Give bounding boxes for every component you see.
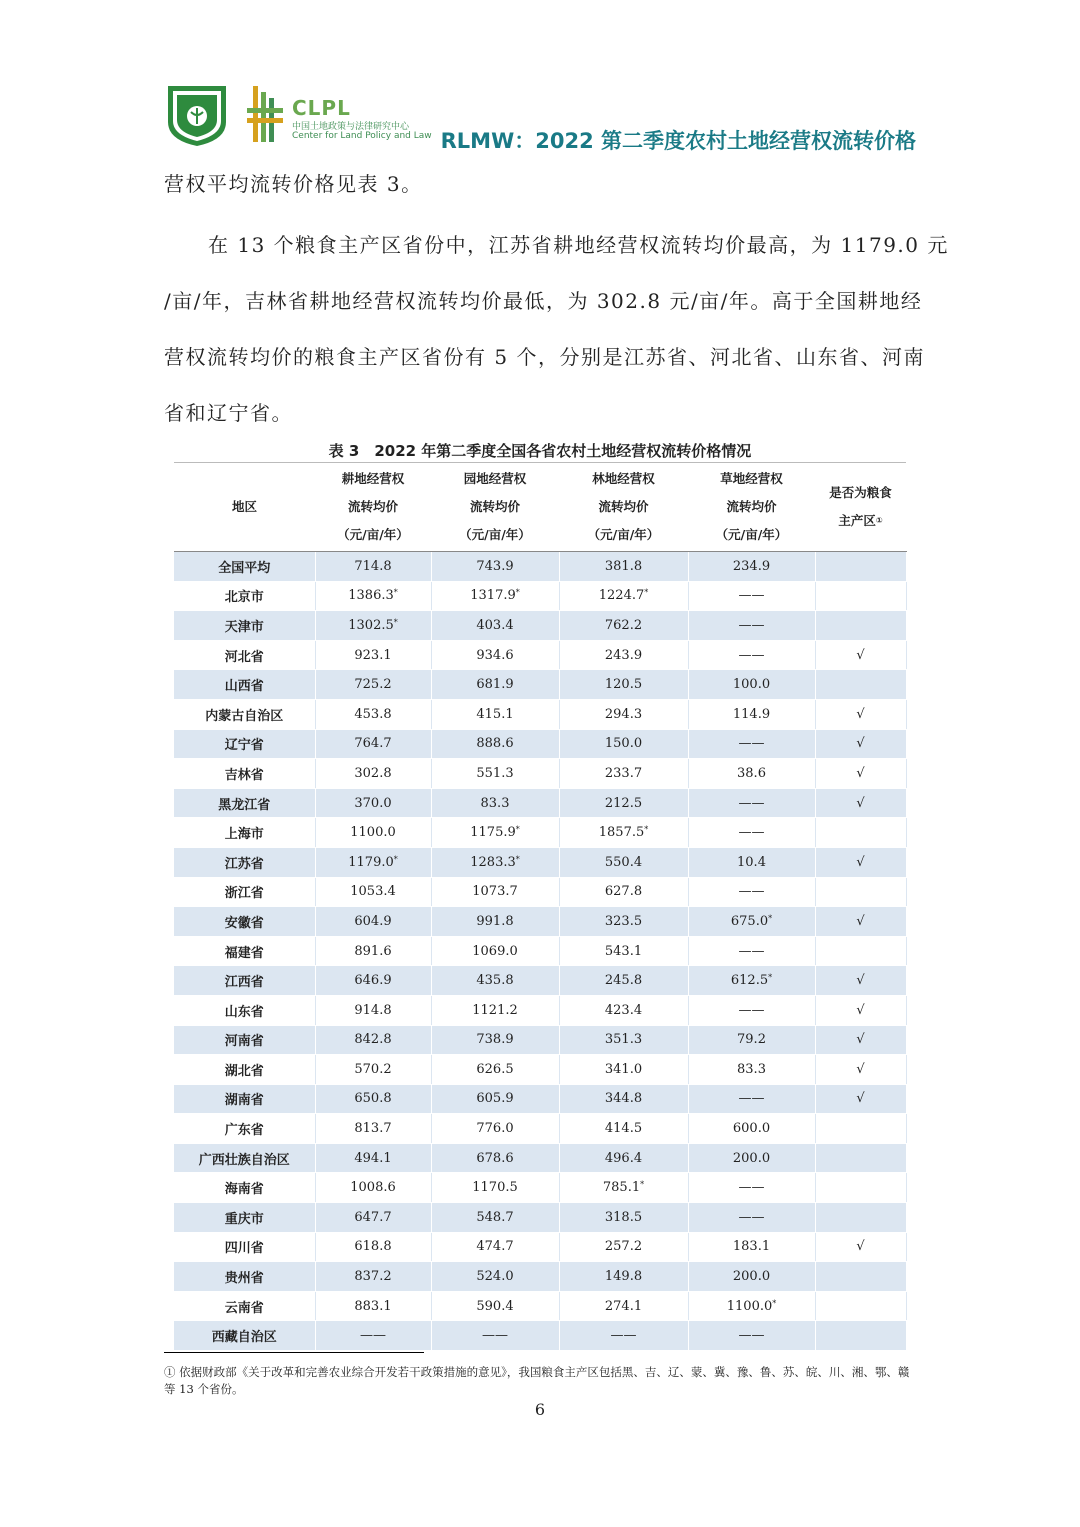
- main-grain-cell: √: [815, 1084, 906, 1114]
- grassland-price-cell: ——: [688, 581, 815, 611]
- main-grain-cell: [815, 1173, 906, 1203]
- estimate-star: *: [393, 588, 398, 598]
- farmland-price-cell: 914.8: [315, 995, 431, 1025]
- region-cell: 重庆市: [174, 1203, 315, 1233]
- region-cell: 浙江省: [174, 877, 315, 907]
- farmland-price-cell: 618.8: [315, 1232, 431, 1262]
- forest-price-cell: 762.2: [559, 611, 688, 641]
- main-grain-cell: √: [815, 847, 906, 877]
- grassland-price-cell: ——: [688, 936, 815, 966]
- garden-price-cell: 1073.7: [431, 877, 559, 907]
- farmland-price-cell: 1100.0: [315, 818, 431, 848]
- garden-price-cell: 1317.9*: [431, 581, 559, 611]
- grassland-price-cell: 234.9: [688, 552, 815, 582]
- main-grain-cell: [815, 936, 906, 966]
- forest-price-cell: 323.5: [559, 907, 688, 937]
- garden-price-cell: 888.6: [431, 729, 559, 759]
- estimate-star: *: [768, 913, 773, 923]
- farmland-price-cell: ——: [315, 1321, 431, 1351]
- table-row: [174, 729, 906, 759]
- region-cell: 福建省: [174, 936, 315, 966]
- garden-price-cell: 605.9: [431, 1084, 559, 1114]
- forest-price-cell: 351.3: [559, 1025, 688, 1055]
- main-grain-cell: [815, 1114, 906, 1144]
- grassland-price-cell: 38.6: [688, 759, 815, 789]
- region-cell: 贵州省: [174, 1262, 315, 1292]
- table-row: [174, 1084, 906, 1114]
- garden-price-cell: 776.0: [431, 1114, 559, 1144]
- farmland-price-cell: 453.8: [315, 699, 431, 729]
- estimate-star: *: [393, 854, 398, 864]
- garden-price-cell: 626.5: [431, 1055, 559, 1085]
- region-cell: 河南省: [174, 1025, 315, 1055]
- garden-price-cell: 403.4: [431, 611, 559, 641]
- estimate-star: *: [768, 973, 773, 983]
- forest-price-cell: 381.8: [559, 552, 688, 582]
- grassland-price-cell: ——: [688, 995, 815, 1025]
- forest-price-cell: 245.8: [559, 966, 688, 996]
- header-main-grain: 是否为粮食 主产区①: [815, 463, 906, 552]
- main-grain-cell: √: [815, 788, 906, 818]
- header-farmland: 耕地经营权 流转均价 （元/亩/年）: [315, 463, 431, 552]
- region-cell: 江苏省: [174, 847, 315, 877]
- document-title: RLMW：2022 第二季度农村土地经营权流转价格: [440, 129, 916, 153]
- farmland-price-cell: 714.8: [315, 552, 431, 582]
- forest-price-cell: 344.8: [559, 1084, 688, 1114]
- farmland-price-cell: 1386.3*: [315, 581, 431, 611]
- garden-price-cell: 1121.2: [431, 995, 559, 1025]
- forest-price-cell: 543.1: [559, 936, 688, 966]
- clpl-logo-icon: [245, 82, 285, 146]
- grassland-price-cell: ——: [688, 729, 815, 759]
- main-grain-cell: √: [815, 1025, 906, 1055]
- table-row: [174, 1055, 906, 1085]
- forest-price-cell: 318.5: [559, 1203, 688, 1233]
- table-row: [174, 907, 906, 937]
- garden-price-cell: 991.8: [431, 907, 559, 937]
- forest-price-cell: 785.1*: [559, 1173, 688, 1203]
- grassland-price-cell: ——: [688, 818, 815, 848]
- farmland-price-cell: 647.7: [315, 1203, 431, 1233]
- grassland-price-cell: 79.2: [688, 1025, 815, 1055]
- main-grain-cell: √: [815, 1055, 906, 1085]
- region-cell: 湖南省: [174, 1084, 315, 1114]
- garden-price-cell: 1283.3*: [431, 847, 559, 877]
- estimate-star: *: [772, 1298, 777, 1308]
- garden-price-cell: 590.4: [431, 1291, 559, 1321]
- farmland-price-cell: 1302.5*: [315, 611, 431, 641]
- org-name-en: Center for Land Policy and Law: [292, 131, 432, 141]
- table-row: [174, 1291, 906, 1321]
- main-grain-cell: [815, 581, 906, 611]
- farmland-price-cell: 1053.4: [315, 877, 431, 907]
- main-grain-cell: [815, 552, 906, 582]
- garden-price-cell: 678.6: [431, 1143, 559, 1173]
- forest-price-cell: 274.1: [559, 1291, 688, 1321]
- grassland-price-cell: 114.9: [688, 699, 815, 729]
- region-cell: 广西壮族自治区: [174, 1143, 315, 1173]
- header-forest: 林地经营权 流转均价 （元/亩/年）: [559, 463, 688, 552]
- farmland-price-cell: 883.1: [315, 1291, 431, 1321]
- garden-price-cell: 681.9: [431, 670, 559, 700]
- footnote: ① 依据财政部《关于改革和完善农业综合开发若干政策措施的意见》，我国粮食主产区包括黑、吉、辽、蒙、冀、豫、鲁、苏、皖、川、湘、鄂、赣等 13 个省份。: [164, 1365, 910, 1396]
- forest-price-cell: 423.4: [559, 995, 688, 1025]
- grassland-price-cell: ——: [688, 640, 815, 670]
- table-row: [174, 1262, 906, 1292]
- forest-price-cell: 233.7: [559, 759, 688, 789]
- forest-price-cell: 150.0: [559, 729, 688, 759]
- main-grain-cell: [815, 1291, 906, 1321]
- garden-price-cell: 738.9: [431, 1025, 559, 1055]
- estimate-star: *: [515, 825, 520, 835]
- header-grassland: 草地经营权 流转均价 （元/亩/年）: [688, 463, 815, 552]
- garden-price-cell: 743.9: [431, 552, 559, 582]
- garden-price-cell: 551.3: [431, 759, 559, 789]
- grassland-price-cell: 10.4: [688, 847, 815, 877]
- table-row: [174, 1143, 906, 1173]
- table-row: [174, 788, 906, 818]
- main-grain-cell: [815, 1262, 906, 1292]
- grassland-price-cell: ——: [688, 1321, 815, 1351]
- region-cell: 山西省: [174, 670, 315, 700]
- table-header-row: [174, 463, 906, 552]
- table-body: [174, 552, 906, 1351]
- grassland-price-cell: ——: [688, 611, 815, 641]
- table-row: [174, 611, 906, 641]
- forest-price-cell: 550.4: [559, 847, 688, 877]
- table-row: [174, 995, 906, 1025]
- region-cell: 海南省: [174, 1173, 315, 1203]
- grassland-price-cell: 200.0: [688, 1143, 815, 1173]
- forest-price-cell: 294.3: [559, 699, 688, 729]
- main-grain-cell: [815, 818, 906, 848]
- org-name-cn: 中国土地政策与法律研究中心: [292, 122, 410, 132]
- main-grain-cell: √: [815, 699, 906, 729]
- forest-price-cell: 496.4: [559, 1143, 688, 1173]
- forest-price-cell: 257.2: [559, 1232, 688, 1262]
- region-cell: 北京市: [174, 581, 315, 611]
- region-cell: 黑龙江省: [174, 788, 315, 818]
- garden-price-cell: 83.3: [431, 788, 559, 818]
- estimate-star: *: [393, 617, 398, 627]
- forest-price-cell: 149.8: [559, 1262, 688, 1292]
- region-cell: 上海市: [174, 818, 315, 848]
- grassland-price-cell: 600.0: [688, 1114, 815, 1144]
- price-table: [174, 462, 907, 1351]
- farmland-price-cell: 570.2: [315, 1055, 431, 1085]
- grassland-price-cell: 612.5*: [688, 966, 815, 996]
- farmland-price-cell: 764.7: [315, 729, 431, 759]
- farmland-price-cell: 837.2: [315, 1262, 431, 1292]
- page-header: [0, 0, 1080, 160]
- main-grain-cell: √: [815, 966, 906, 996]
- table-row: [174, 818, 906, 848]
- farmland-price-cell: 494.1: [315, 1143, 431, 1173]
- forest-price-cell: 212.5: [559, 788, 688, 818]
- grassland-price-cell: 83.3: [688, 1055, 815, 1085]
- main-grain-cell: √: [815, 729, 906, 759]
- region-cell: 辽宁省: [174, 729, 315, 759]
- garden-price-cell: 435.8: [431, 966, 559, 996]
- region-cell: 河北省: [174, 640, 315, 670]
- table-row: [174, 1114, 906, 1144]
- region-cell: 全国平均: [174, 552, 315, 582]
- footnote-mark: ①: [875, 516, 883, 525]
- garden-price-cell: 934.6: [431, 640, 559, 670]
- farmland-price-cell: 923.1: [315, 640, 431, 670]
- table-row: [174, 670, 906, 700]
- grassland-price-cell: 200.0: [688, 1262, 815, 1292]
- table-caption: 表 3 2022 年第二季度全国各省农村土地经营权流转价格情况: [328, 442, 752, 460]
- table-row: [174, 936, 906, 966]
- main-grain-cell: √: [815, 995, 906, 1025]
- garden-price-cell: 1170.5: [431, 1173, 559, 1203]
- forest-price-cell: 1224.7*: [559, 581, 688, 611]
- region-cell: 天津市: [174, 611, 315, 641]
- table-row: [174, 877, 906, 907]
- region-cell: 西藏自治区: [174, 1321, 315, 1351]
- forest-price-cell: ——: [559, 1321, 688, 1351]
- garden-price-cell: 1069.0: [431, 936, 559, 966]
- grassland-price-cell: 675.0*: [688, 907, 815, 937]
- farmland-price-cell: 842.8: [315, 1025, 431, 1055]
- university-logo-icon: [162, 82, 232, 148]
- farmland-price-cell: 302.8: [315, 759, 431, 789]
- grassland-price-cell: ——: [688, 877, 815, 907]
- table-row: [174, 699, 906, 729]
- grassland-price-cell: 100.0: [688, 670, 815, 700]
- grassland-price-cell: 183.1: [688, 1232, 815, 1262]
- farmland-price-cell: 604.9: [315, 907, 431, 937]
- forest-price-cell: 627.8: [559, 877, 688, 907]
- region-cell: 吉林省: [174, 759, 315, 789]
- table-row: [174, 847, 906, 877]
- region-cell: 安徽省: [174, 907, 315, 937]
- main-grain-cell: √: [815, 640, 906, 670]
- farmland-price-cell: 891.6: [315, 936, 431, 966]
- forest-price-cell: 414.5: [559, 1114, 688, 1144]
- table-row: [174, 552, 906, 582]
- main-grain-cell: √: [815, 1232, 906, 1262]
- garden-price-cell: 548.7: [431, 1203, 559, 1233]
- estimate-star: *: [644, 588, 649, 598]
- main-grain-cell: √: [815, 759, 906, 789]
- region-cell: 云南省: [174, 1291, 315, 1321]
- farmland-price-cell: 813.7: [315, 1114, 431, 1144]
- paragraph-line: 省和辽宁省。: [164, 401, 293, 425]
- farmland-price-cell: 370.0: [315, 788, 431, 818]
- main-grain-cell: [815, 1321, 906, 1351]
- region-cell: 内蒙古自治区: [174, 699, 315, 729]
- garden-price-cell: 415.1: [431, 699, 559, 729]
- farmland-price-cell: 1179.0*: [315, 847, 431, 877]
- grassland-price-cell: ——: [688, 1084, 815, 1114]
- table-row: [174, 1203, 906, 1233]
- garden-price-cell: 524.0: [431, 1262, 559, 1292]
- garden-price-cell: 1175.9*: [431, 818, 559, 848]
- estimate-star: *: [515, 588, 520, 598]
- table-row: [174, 966, 906, 996]
- paragraph-line: 营权平均流转价格见表 3。: [164, 172, 423, 196]
- paragraph-line: /亩/年，吉林省耕地经营权流转均价最低，为 302.8 元/亩/年。高于全国耕地经: [164, 289, 923, 313]
- grassland-price-cell: ——: [688, 1203, 815, 1233]
- paragraph-line: 在 13 个粮食主产区省份中，江苏省耕地经营权流转均价最高，为 1179.0 元: [208, 233, 949, 257]
- table-row: [174, 1232, 906, 1262]
- farmland-price-cell: 725.2: [315, 670, 431, 700]
- estimate-star: *: [515, 854, 520, 864]
- main-grain-cell: [815, 1203, 906, 1233]
- estimate-star: *: [644, 825, 649, 835]
- header-garden: 园地经营权 流转均价 （元/亩/年）: [431, 463, 559, 552]
- table-row: [174, 1321, 906, 1351]
- grassland-price-cell: ——: [688, 788, 815, 818]
- forest-price-cell: 341.0: [559, 1055, 688, 1085]
- header-region: 地区: [174, 463, 315, 552]
- grassland-price-cell: 1100.0*: [688, 1291, 815, 1321]
- main-grain-cell: [815, 877, 906, 907]
- table-row: [174, 640, 906, 670]
- farmland-price-cell: 650.8: [315, 1084, 431, 1114]
- org-name: CLPL: [292, 96, 351, 120]
- garden-price-cell: 474.7: [431, 1232, 559, 1262]
- forest-price-cell: 120.5: [559, 670, 688, 700]
- estimate-star: *: [640, 1180, 645, 1190]
- farmland-price-cell: 646.9: [315, 966, 431, 996]
- forest-price-cell: 243.9: [559, 640, 688, 670]
- table-row: [174, 759, 906, 789]
- region-cell: 广东省: [174, 1114, 315, 1144]
- table-row: [174, 1025, 906, 1055]
- page-number: 6: [534, 1400, 546, 1419]
- main-grain-cell: [815, 670, 906, 700]
- paragraph-line: 营权流转均价的粮食主产区省份有 5 个，分别是江苏省、河北省、山东省、河南: [164, 345, 925, 369]
- footnote-divider: [164, 1352, 424, 1353]
- region-cell: 湖北省: [174, 1055, 315, 1085]
- region-cell: 山东省: [174, 995, 315, 1025]
- main-grain-cell: √: [815, 907, 906, 937]
- main-grain-cell: [815, 1143, 906, 1173]
- main-grain-cell: [815, 611, 906, 641]
- region-cell: 江西省: [174, 966, 315, 996]
- table-row: [174, 581, 906, 611]
- forest-price-cell: 1857.5*: [559, 818, 688, 848]
- grassland-price-cell: ——: [688, 1173, 815, 1203]
- farmland-price-cell: 1008.6: [315, 1173, 431, 1203]
- table-row: [174, 1173, 906, 1203]
- region-cell: 四川省: [174, 1232, 315, 1262]
- garden-price-cell: ——: [431, 1321, 559, 1351]
